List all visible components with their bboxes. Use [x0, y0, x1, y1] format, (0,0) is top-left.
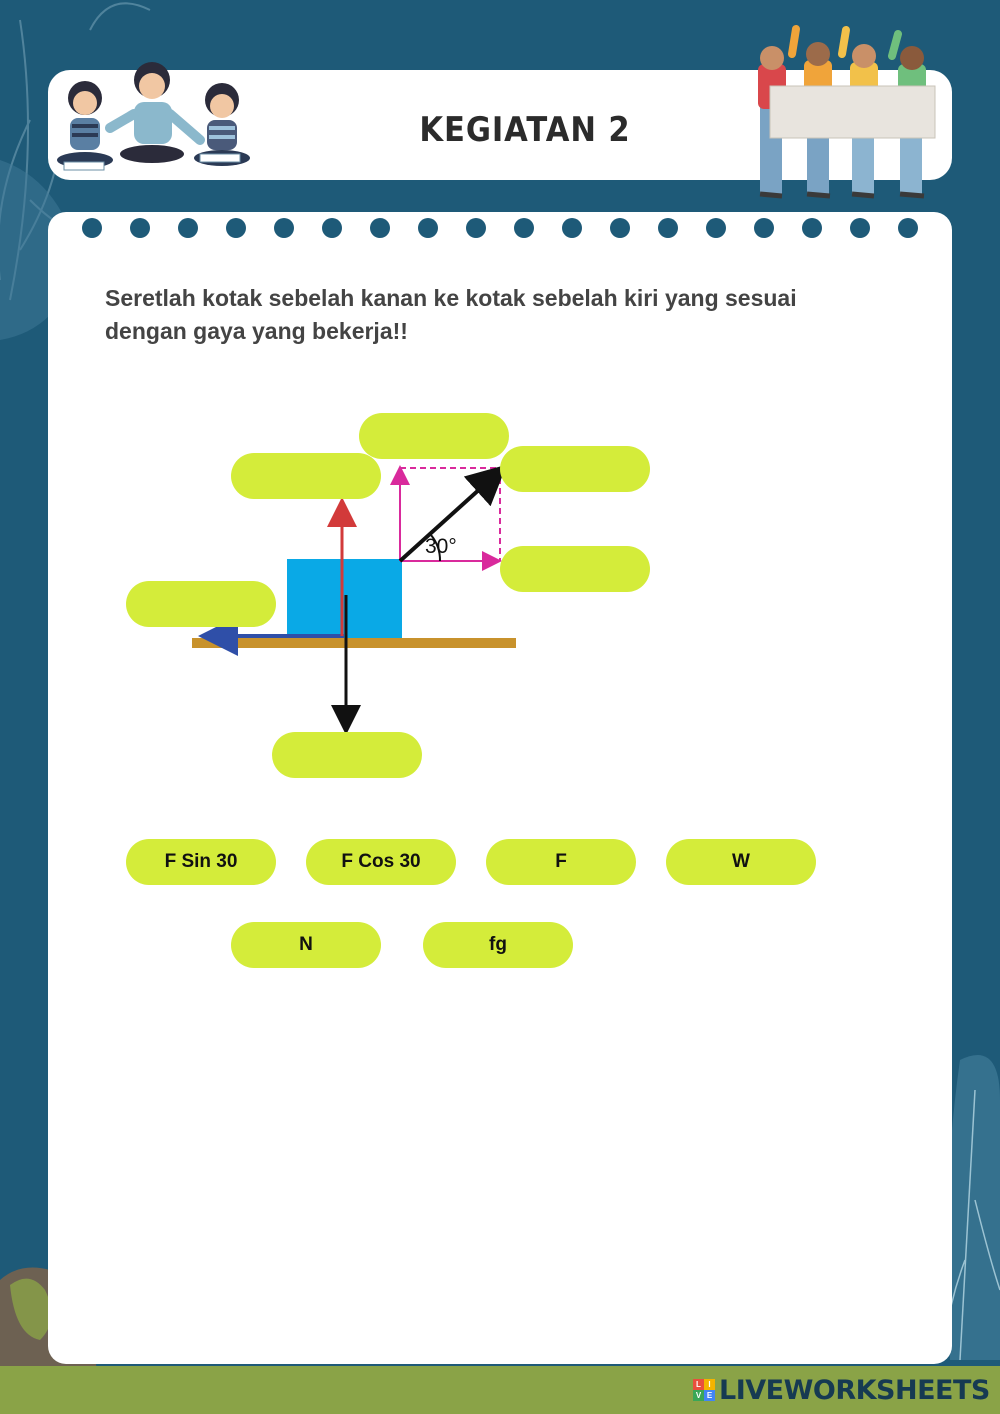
angle-label: 30°: [425, 535, 457, 558]
logo-letter: I: [704, 1379, 715, 1390]
logo-letter: V: [693, 1390, 704, 1401]
answer-chip-f-cos-30[interactable]: F Cos 30: [306, 839, 456, 885]
page-title: KEGIATAN 2: [419, 110, 631, 150]
drop-target-left[interactable]: [126, 581, 276, 627]
liveworksheets-logo-icon: [693, 1379, 715, 1401]
protesters-banner-illustration: [752, 24, 957, 204]
drop-target-upper-left[interactable]: [231, 453, 381, 499]
drop-target-right[interactable]: [500, 546, 650, 592]
answer-chip-n[interactable]: N: [231, 922, 381, 968]
drop-target-top[interactable]: [359, 413, 509, 459]
answer-chip-fg[interactable]: fg: [423, 922, 573, 968]
logo-letter: L: [693, 1379, 704, 1390]
brand-name: LIVEWORKSHEETS: [719, 1374, 990, 1406]
liveworksheets-brand[interactable]: [693, 1374, 990, 1406]
drop-target-upper-right[interactable]: [500, 446, 650, 492]
answer-chip-f-sin-30[interactable]: F Sin 30: [126, 839, 276, 885]
notebook-holes: [48, 214, 952, 244]
logo-letter: E: [704, 1390, 715, 1401]
instruction-text: Seretlah kotak sebelah kanan ke kotak sebelah kiri yang sesuai dengan gaya yang bekerja!!: [105, 285, 797, 344]
ground-surface: [192, 638, 516, 648]
drop-target-bottom[interactable]: [272, 732, 422, 778]
answer-chip-w[interactable]: W: [666, 839, 816, 885]
answer-chip-f[interactable]: F: [486, 839, 636, 885]
